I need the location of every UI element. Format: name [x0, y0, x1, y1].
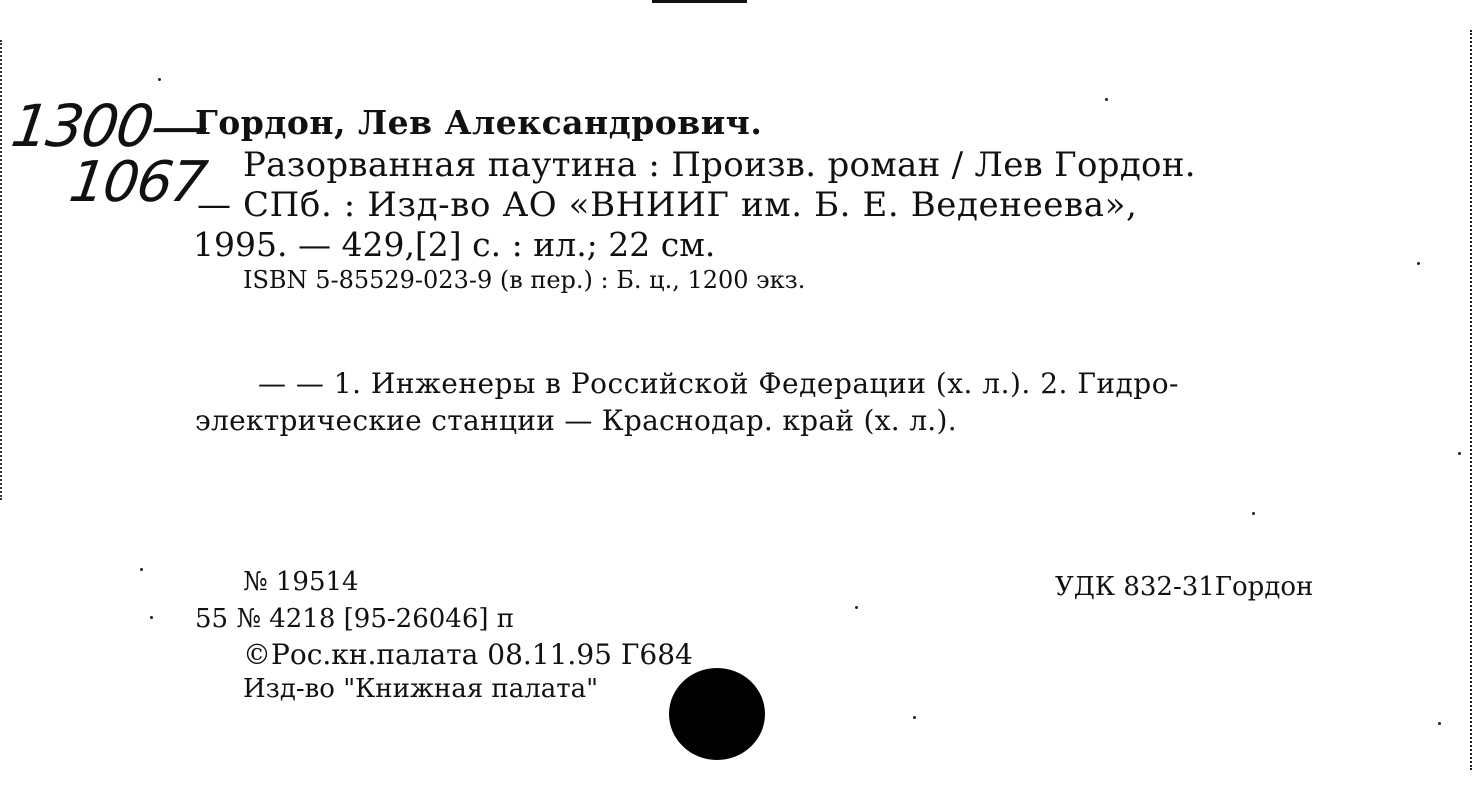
handwritten-shelf-mark-2: 1067: [65, 150, 210, 215]
card-publisher-line: Изд-во "Книжная палата": [243, 674, 599, 704]
registration-number: № 19514: [243, 567, 359, 597]
udk-classification: УДК 832-31Гордон: [1055, 572, 1314, 602]
card-left-edge: [0, 40, 4, 500]
scan-speck: [855, 606, 858, 609]
scan-speck: [1438, 722, 1441, 725]
scan-edge-mark: [652, 0, 747, 3]
publication-statement: — СПб. : Изд-во АО «ВНИИГ им. Б. Е. Веденеева»,: [197, 185, 1138, 225]
title-statement: Разорванная паутина : Произв. роман / Лев Гордон.: [243, 145, 1196, 185]
author-heading: Гордон, Лев Александрович.: [195, 103, 763, 142]
scan-speck: [150, 616, 153, 619]
scan-speck: [140, 568, 143, 571]
scan-speck: [158, 78, 161, 81]
copyright-line: ©Рос.кн.палата 08.11.95 Г684: [243, 638, 693, 671]
physical-description: 1995. — 429,[2] с. : ил.; 22 см.: [193, 225, 716, 264]
isbn-statement: ISBN 5-85529-023-9 (в пер.) : Б. ц., 1200 экз.: [243, 266, 806, 294]
scan-speck: [1417, 262, 1420, 265]
card-number-line: 55 № 4218 [95-26046] п: [195, 604, 515, 634]
scan-speck: [1105, 98, 1108, 101]
scan-speck: [1252, 512, 1255, 515]
scan-speck: [1458, 452, 1461, 455]
card-right-edge: [1468, 30, 1472, 770]
scan-speck: [913, 716, 916, 719]
punch-hole: [669, 668, 765, 760]
handwritten-shelf-mark-1: 1300—: [7, 92, 213, 160]
subject-headings-line-1: — — 1. Инженеры в Российской Федерации (х. л.). 2. Гидро-: [258, 367, 1180, 400]
subject-headings-line-2: электрические станции — Краснодар. край (х. л.).: [195, 404, 957, 437]
